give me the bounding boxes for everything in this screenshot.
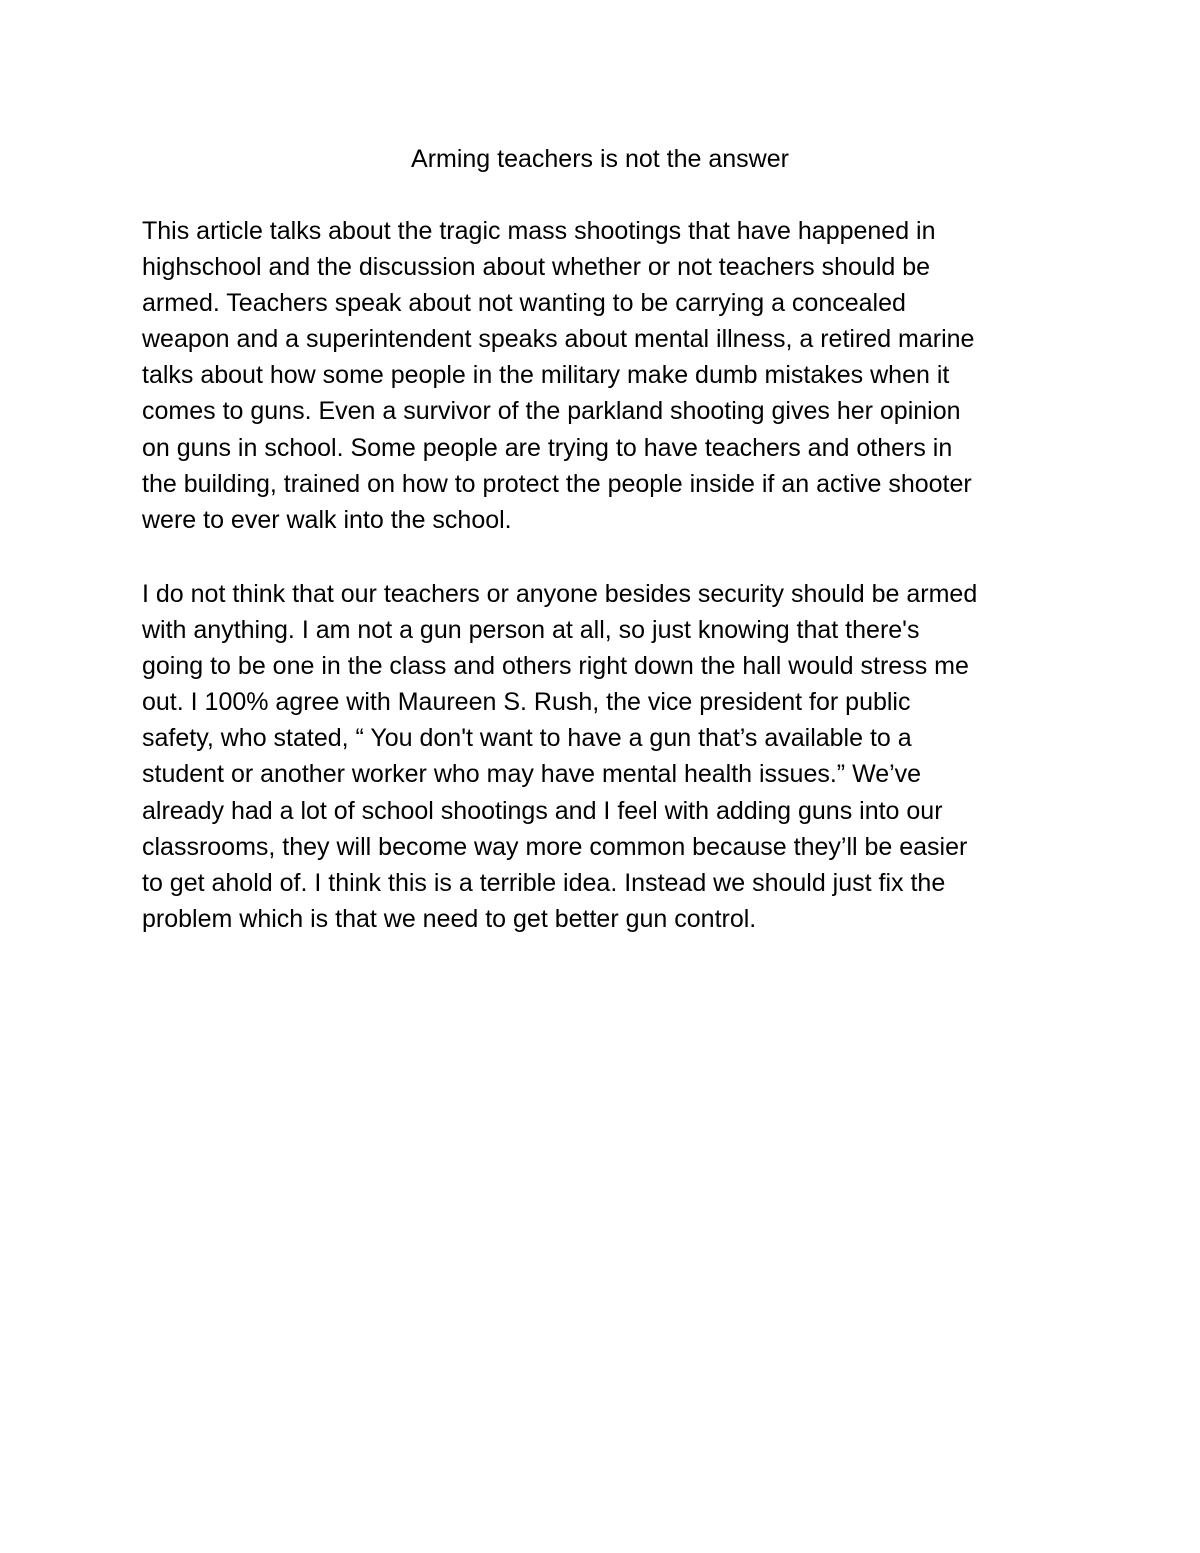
paragraph-line: talks about how some people in the military make dumb mistakes when it — [142, 361, 950, 390]
paragraph-line: were to ever walk into the school. — [142, 505, 512, 534]
paragraph-line: armed. Teachers speak about not wanting to be carrying a concealed — [142, 289, 906, 318]
paragraph-line: safety, who stated, “ You don't want to have a gun that’s available to a — [142, 724, 912, 753]
paragraph-line: This article talks about the tragic mass shootings that have happened in — [142, 217, 936, 245]
paragraph-line: already had a lot of school shootings and I feel with adding guns into our — [142, 796, 943, 825]
paragraph-line: on guns in school. Some people are trying to have teachers and others in — [142, 433, 953, 462]
paragraph-line: with anything. I am not a gun person at all, so just knowing that there's — [142, 616, 920, 645]
paragraph-line: problem which is that we need to get better gun control. — [142, 904, 757, 933]
paragraph-line: comes to guns. Even a survivor of the parkland shooting gives her opinion — [142, 397, 961, 426]
paragraph-line: classrooms, they will become way more common because they’ll be easier — [142, 832, 968, 861]
paragraph-line: student or another worker who may have mental health issues.” We’ve — [142, 760, 922, 789]
paragraph-line: out. I 100% agree with Maureen S. Rush, the vice president for public — [142, 688, 911, 717]
paragraph-summary — [142, 213, 1082, 538]
paragraph-line: to get ahold of. I think this is a terrible idea. Instead we should just fix the — [142, 868, 946, 897]
paragraph-line: the building, trained on how to protect the people inside if an active shooter — [142, 469, 972, 498]
paragraph-line: weapon and a superintendent speaks about mental illness, a retired marine — [142, 325, 975, 354]
paragraph-line: going to be one in the class and others right down the hall would stress me — [142, 652, 969, 681]
document-title: Arming teachers is not the answer — [411, 145, 789, 173]
paragraph-opinion — [142, 576, 1082, 937]
paragraph-line: highschool and the discussion about whether or not teachers should be — [142, 253, 931, 282]
paragraph-line: I do not think that our teachers or anyone besides security should be armed — [142, 580, 978, 608]
